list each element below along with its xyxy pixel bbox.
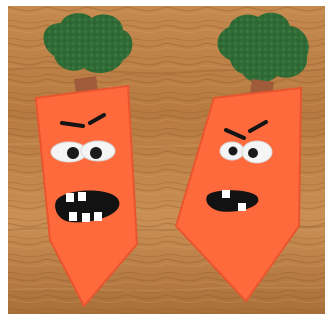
left-carrot-tooth-5 [94,212,102,221]
left-carrot-left-pupil [67,147,79,159]
right-carrot-tooth-2 [238,203,246,211]
left-carrot-tooth-1 [66,193,74,202]
right-carrot-left-pupil [229,147,238,156]
right-carrot-tooth-1 [222,190,230,198]
left-carrot-tooth-4 [82,213,90,222]
left-carrot-tooth-3 [69,212,77,221]
left-carrot-tooth-2 [78,192,86,201]
right-carrot-right-pupil [248,148,258,158]
left-carrot-right-pupil [90,147,102,159]
